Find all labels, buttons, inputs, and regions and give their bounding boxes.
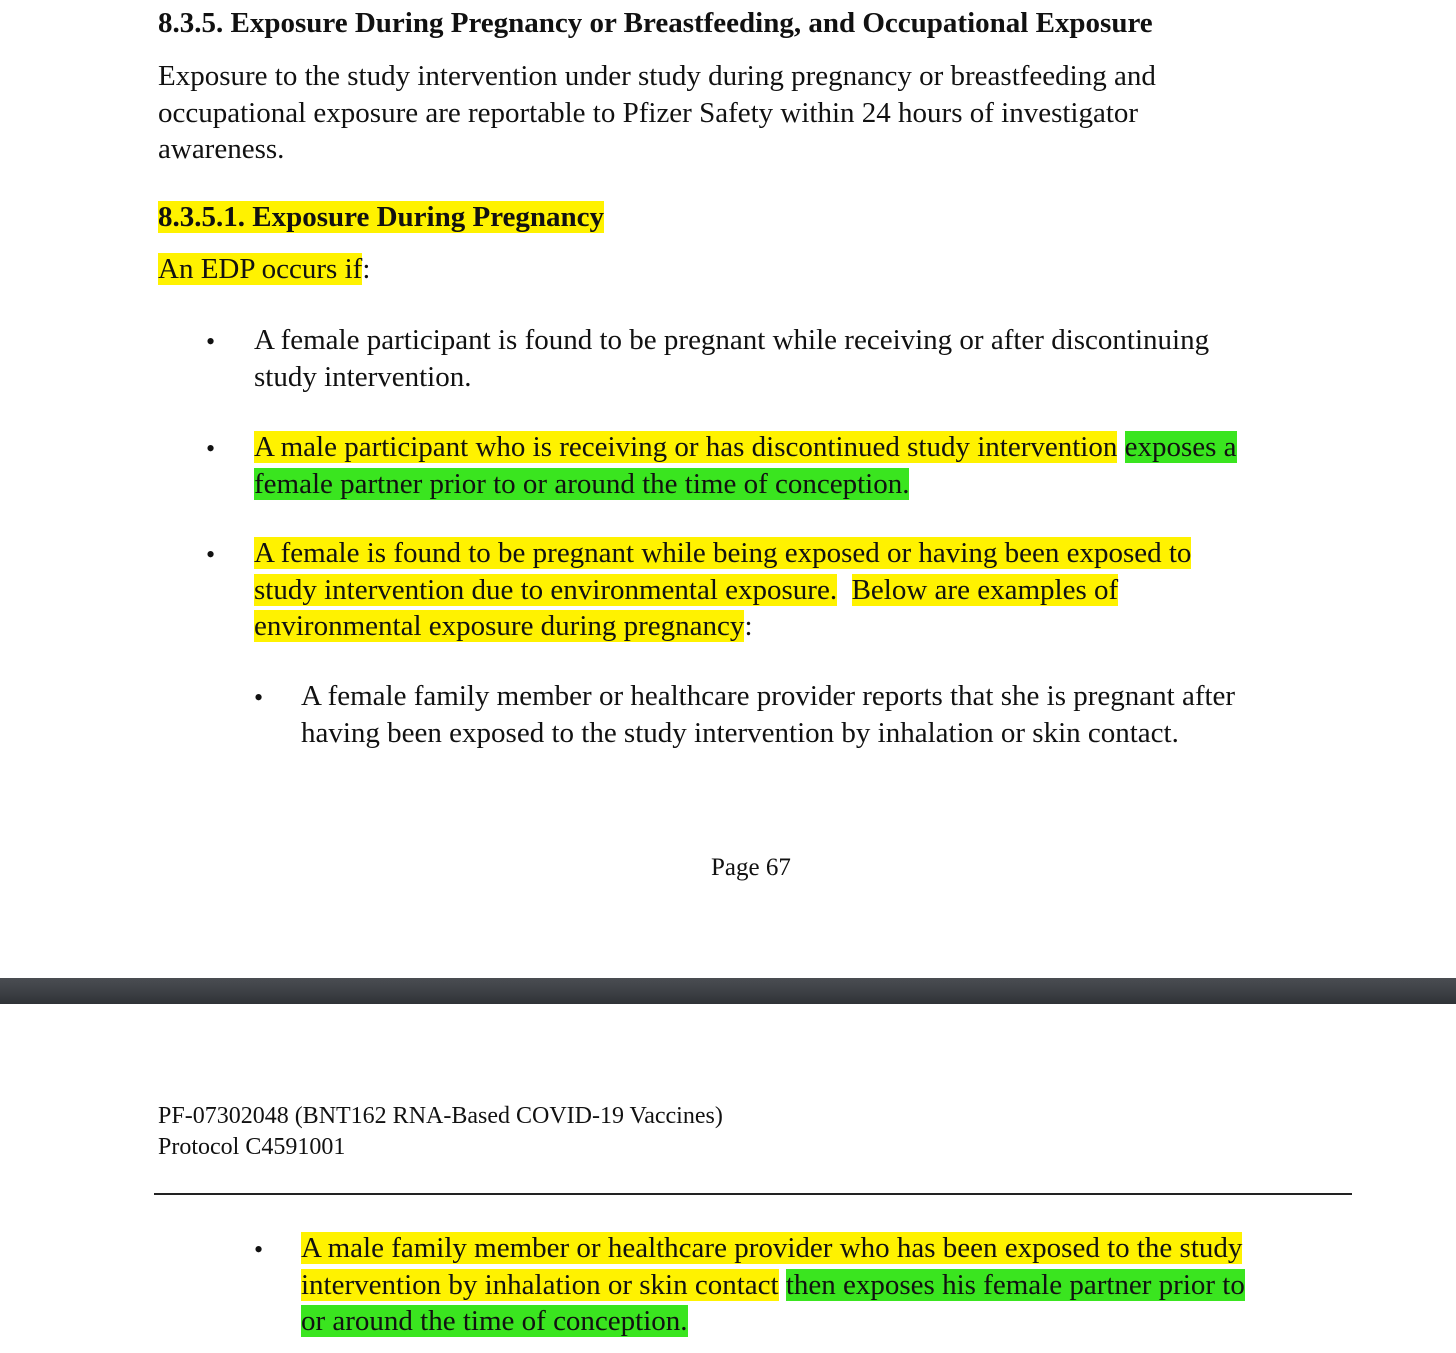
bullet-item-1: A female participant is found to be pregnant while receiving or after discontinuing study intervention. <box>254 324 1210 393</box>
page-number: Page 67 <box>711 854 791 881</box>
header-rule <box>154 1193 1352 1195</box>
running-header-protocol: Protocol C4591001 <box>158 1134 346 1160</box>
intro-paragraph: Exposure to the study intervention under study during pregnancy or breastfeeding and occupational exposure are reportable to Pfizer Safety within 24 hours of investigator awareness. <box>158 60 1156 165</box>
bullet-marker: • <box>206 434 216 463</box>
sub-bullet-item-1: A female family member or healthcare provider reports that she is pregnant after having been exposed to the study intervention by inhalation or skin contact. <box>301 680 1236 749</box>
document-page-68 <box>0 1004 1456 1353</box>
sub-bullet-marker: • <box>254 683 264 712</box>
bullet-marker: • <box>206 540 216 569</box>
bullet-marker: • <box>206 327 216 356</box>
section-heading: 8.3.5. Exposure During Pregnancy or Breastfeeding, and Occupational Exposure <box>158 7 1153 39</box>
running-header-title: PF-07302048 (BNT162 RNA-Based COVID-19 Vaccines) <box>158 1103 723 1129</box>
sub-bullet-item-2: A male family member or healthcare provider who has been exposed to the study intervention by inhalation or skin contact then exposes his female partner prior to or around the time of conception. <box>301 1232 1245 1337</box>
sub-bullet-marker: • <box>254 1235 264 1264</box>
page-separator <box>0 978 1456 1004</box>
bullet-item-2: A male participant who is receiving or has discontinued study intervention exposes a female partner prior to or around the time of conception. <box>254 431 1237 500</box>
bullet-item-3: A female is found to be pregnant while being exposed or having been exposed to study intervention due to environmental exposure. Below are examples of environmental exposure during pregnancy: <box>254 537 1192 642</box>
subsection-heading: 8.3.5.1. Exposure During Pregnancy <box>158 201 605 233</box>
edp-intro: An EDP occurs if: <box>158 253 371 285</box>
